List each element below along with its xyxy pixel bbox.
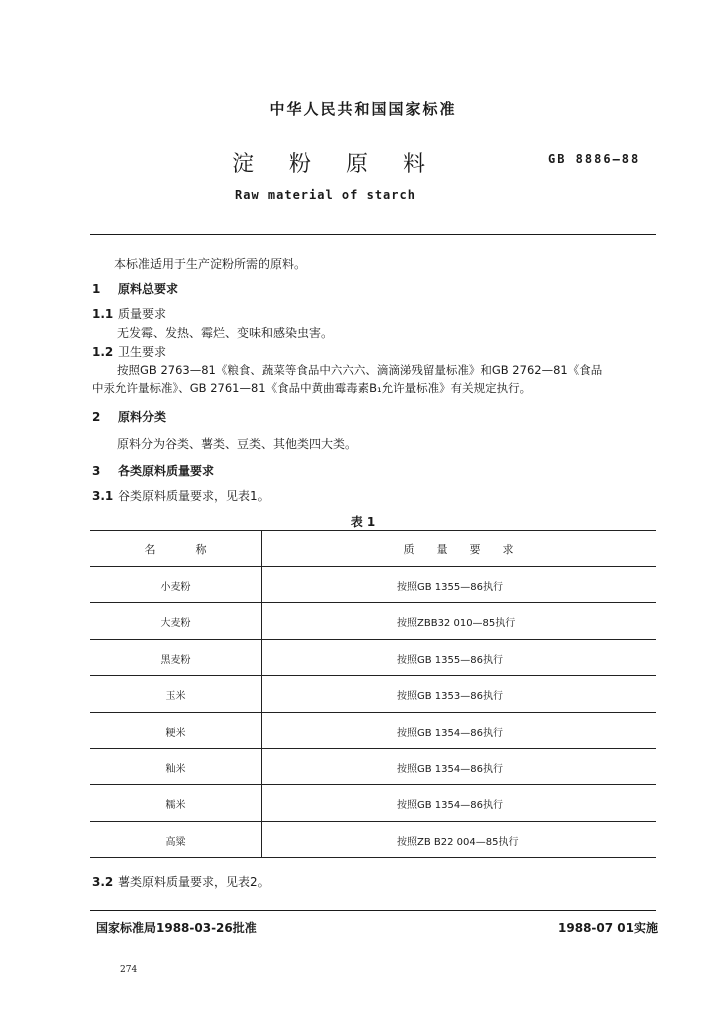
english-title: Raw material of starch xyxy=(235,188,416,202)
section-1-2-text-line1: 按照GB 2763—81《粮食、蔬菜等食品中六六六、滴滴涕残留量标准》和GB 2762—81《食品 xyxy=(117,363,603,377)
section-1-heading xyxy=(92,281,178,297)
table-cell-requirement: 按照GB 1354—86执行 xyxy=(397,727,503,739)
intro-paragraph: 本标准适用于生产淀粉所需的原料。 xyxy=(114,257,307,271)
table-cell-requirement: 按照GB 1353—86执行 xyxy=(397,691,503,703)
document-title: 淀 粉 原 料 xyxy=(232,152,439,177)
section-number: 1.2 xyxy=(92,345,114,359)
section-title: 原料分类 xyxy=(118,410,167,424)
table-cell-name: 大麦粉 xyxy=(160,618,191,630)
table-cell-requirement: 按照ZBB32 010—85执行 xyxy=(397,618,516,630)
section-2-heading xyxy=(92,409,166,425)
table-cell-requirement: 按照GB 1355—86执行 xyxy=(397,654,503,666)
table-header-name: 名称 xyxy=(144,543,247,556)
table-cell-name: 籼米 xyxy=(165,764,186,775)
table-row-rule xyxy=(90,784,656,785)
section-1-1-text: 无发霉、发热、霉烂、变味和感染虫害。 xyxy=(117,326,334,340)
section-3-2-line xyxy=(92,874,270,890)
table-row-rule xyxy=(90,675,656,676)
page-number: 274 xyxy=(120,965,138,975)
table-header-requirement: 质量要求 xyxy=(403,543,536,556)
table-caption: 表 1 xyxy=(350,515,376,529)
table-row-rule xyxy=(90,639,656,640)
implementation-note: 1988-07 01实施 xyxy=(558,921,658,935)
section-1-2-heading xyxy=(92,344,166,360)
section-1-1-heading xyxy=(92,306,166,322)
section-number: 1.1 xyxy=(92,307,114,321)
table-row-rule xyxy=(90,712,656,713)
section-text: 谷类原料质量要求，见表1。 xyxy=(118,489,270,503)
table-row-rule xyxy=(90,821,656,822)
table-top-rule xyxy=(90,530,656,531)
national-standard-title: 中华人民共和国国家标准 xyxy=(269,100,457,118)
section-title: 卫生要求 xyxy=(118,345,167,359)
table-cell-requirement: 按照GB 1355—86执行 xyxy=(397,582,503,593)
section-text: 薯类原料质量要求，见表2。 xyxy=(118,875,270,889)
standard-code: GB 8886—88 xyxy=(548,152,641,166)
section-number: 3 xyxy=(92,464,101,478)
table-cell-requirement: 按照GB 1354—86执行 xyxy=(397,764,503,775)
table-cell-requirement: 按照GB 1354—86执行 xyxy=(397,800,503,812)
table-cell-name: 粳米 xyxy=(165,727,186,739)
table-cell-name: 小麦粉 xyxy=(160,582,191,593)
section-number: 2 xyxy=(92,410,101,424)
section-number: 1 xyxy=(92,282,101,296)
table-row-rule xyxy=(90,602,656,603)
section-1-2-text-line2: 中汞允许量标准》、GB 2761—81《食品中黄曲霉毒素B₁允许量标准》有关规定执行。 xyxy=(92,381,532,395)
top-divider xyxy=(90,234,656,235)
section-title: 各类原料质量要求 xyxy=(118,464,215,478)
table-cell-name: 玉米 xyxy=(165,691,186,703)
section-number: 3.1 xyxy=(92,489,114,503)
table-bottom-rule xyxy=(90,857,656,858)
table-header-rule xyxy=(90,566,656,567)
table-cell-name: 黑麦粉 xyxy=(160,654,191,666)
bottom-divider xyxy=(90,910,656,911)
section-2-text: 原料分为谷类、薯类、豆类、其他类四大类。 xyxy=(117,437,358,451)
table-cell-requirement: 按照ZB B22 004—85执行 xyxy=(397,836,519,848)
section-3-1-line xyxy=(92,488,270,504)
table-row-rule xyxy=(90,748,656,749)
table-cell-name: 糯米 xyxy=(165,800,186,812)
table-column-divider xyxy=(261,530,262,857)
section-title: 质量要求 xyxy=(118,307,167,321)
table-cell-name: 高粱 xyxy=(165,836,186,848)
approval-note: 国家标准局1988-03-26批准 xyxy=(96,921,257,935)
section-number: 3.2 xyxy=(92,875,114,889)
section-3-heading xyxy=(92,463,214,479)
section-title: 原料总要求 xyxy=(118,282,179,296)
